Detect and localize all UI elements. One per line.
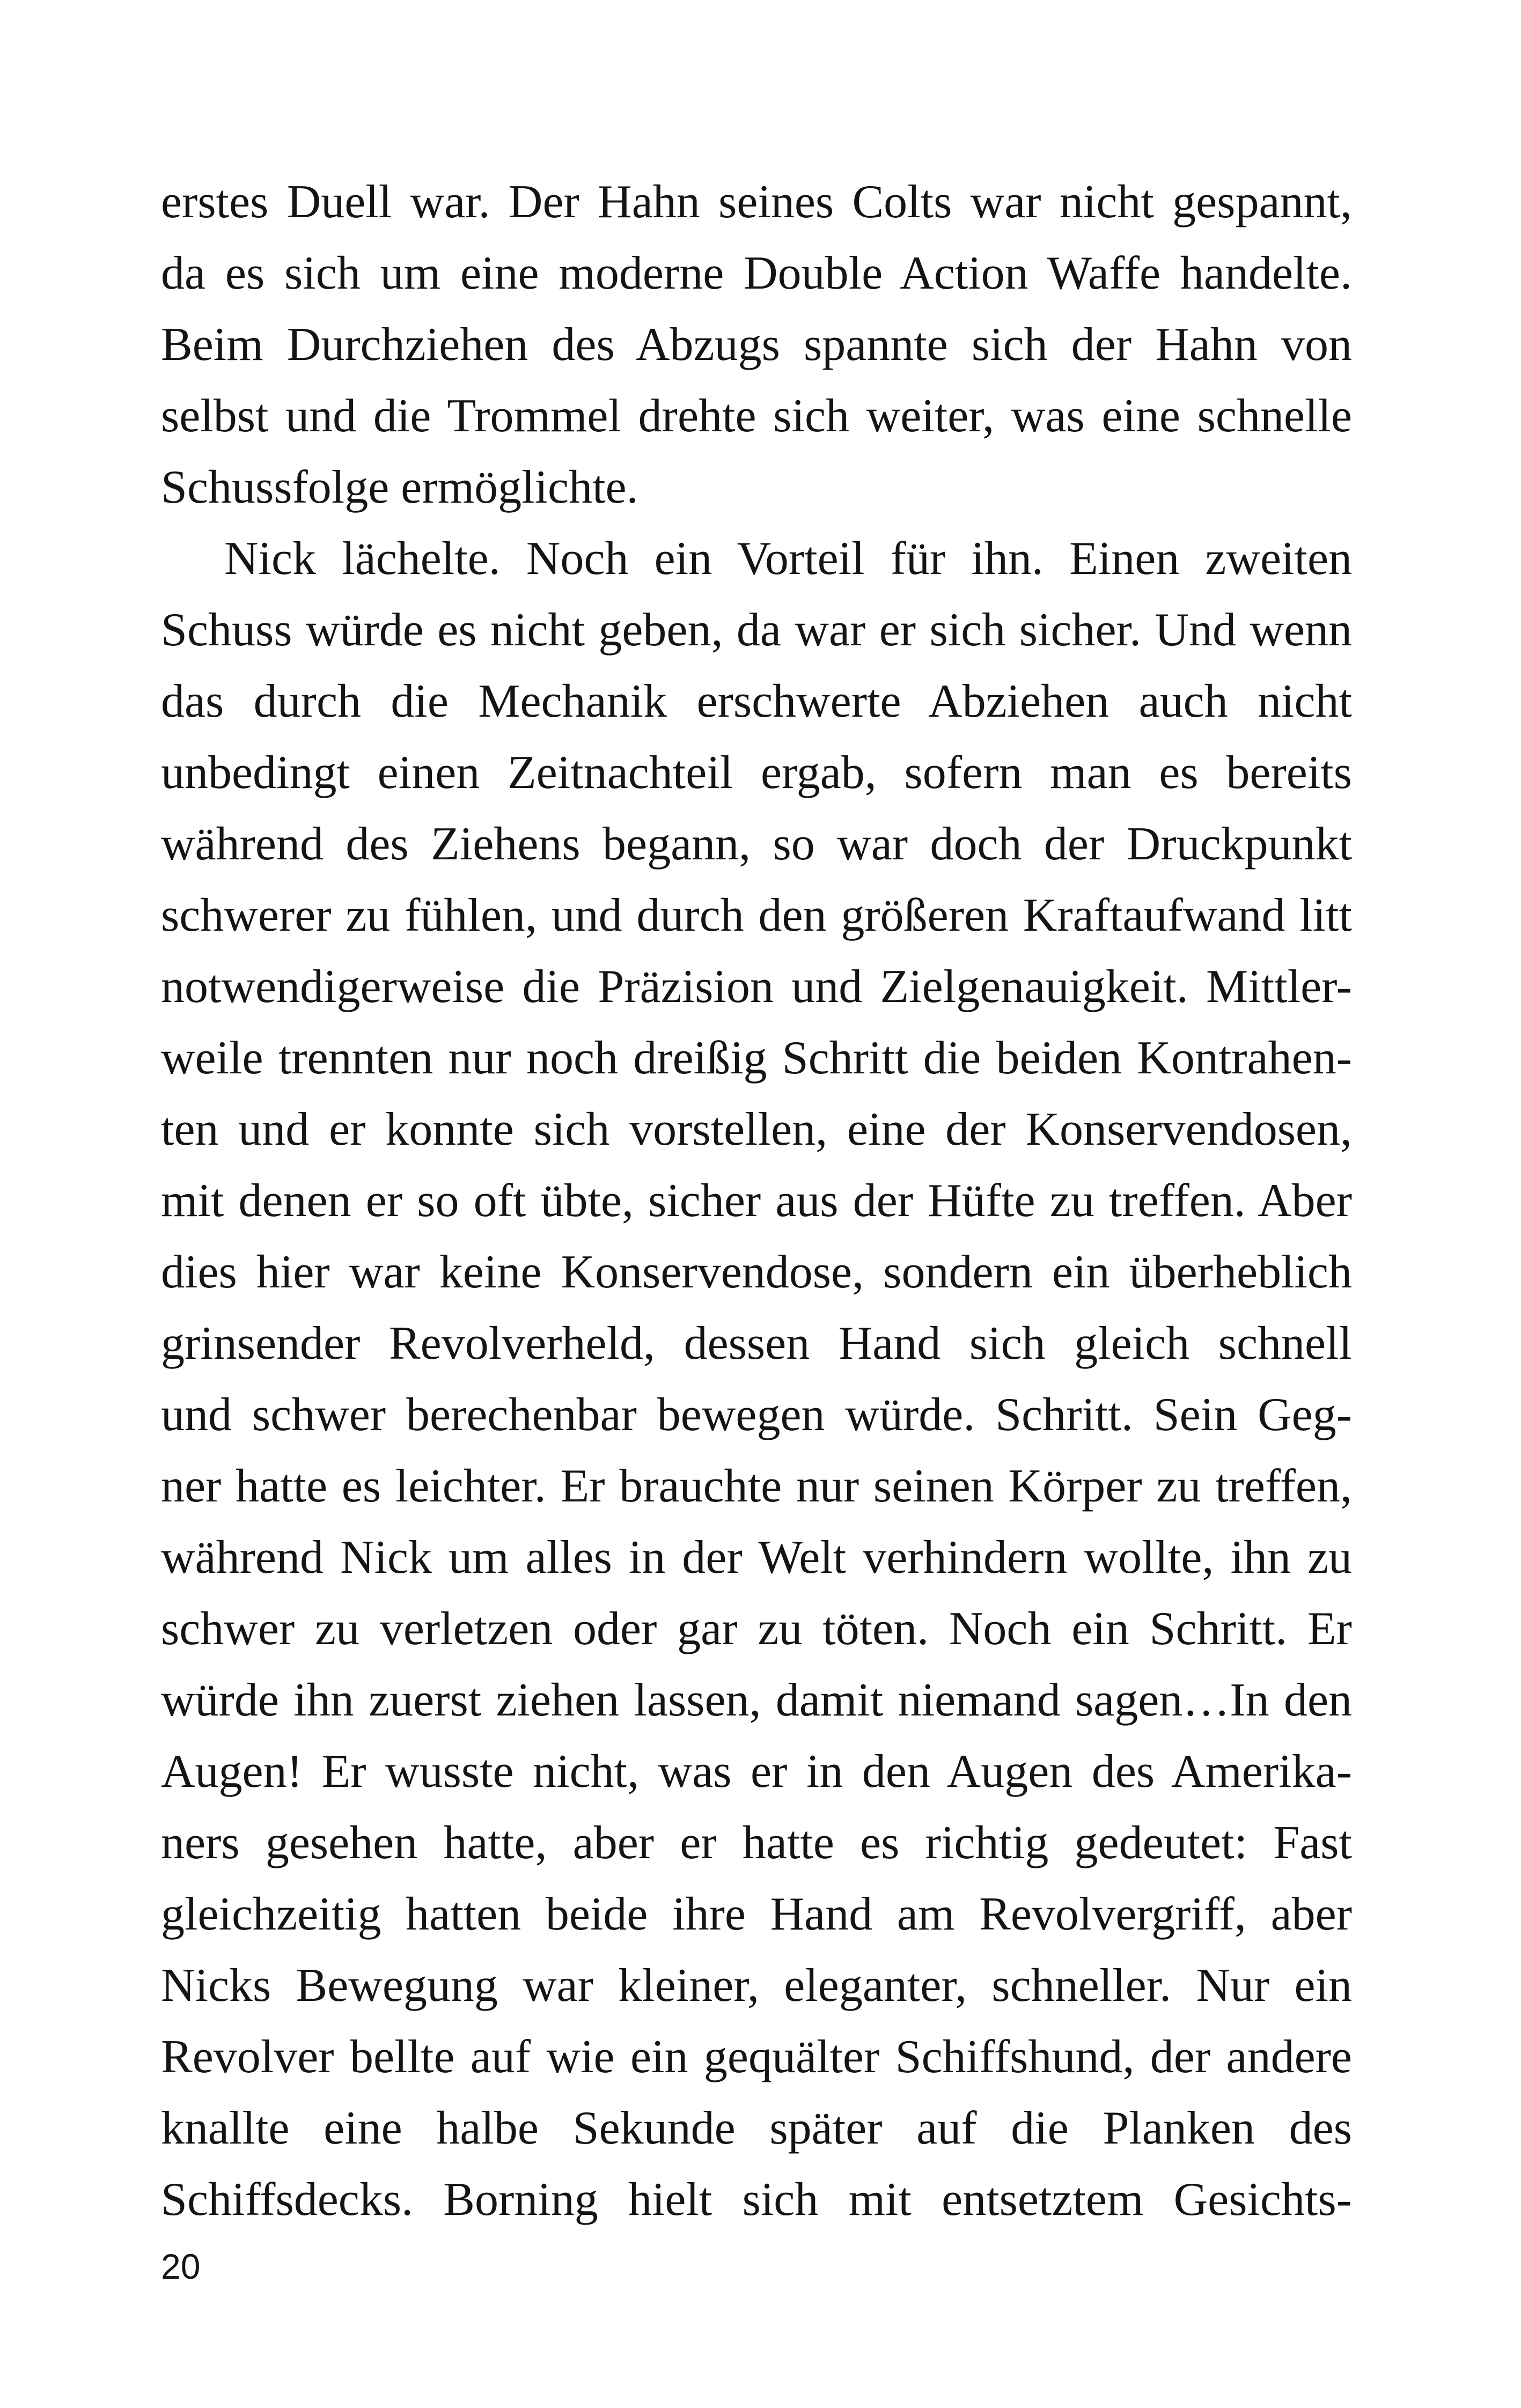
text-line: ner hatte es leichter. Er brauchte nur seinen Körper zu treffen, bbox=[161, 1460, 1352, 1512]
text-line: und schwer berechenbar bewegen würde. Schritt. Sein Geg- bbox=[161, 1389, 1352, 1441]
text-line: grinsender Revolverheld, dessen Hand sich gleich schnell bbox=[161, 1317, 1352, 1369]
text-line: Revolver bellte auf wie ein gequälter Schiffshund, der andere bbox=[161, 2031, 1352, 2083]
text-line: Schiffsdecks. Borning hielt sich mit entsetztem Gesichts- bbox=[161, 2174, 1352, 2226]
paragraph-start-line: Nick lächelte. Noch ein Vorteil für ihn. Einen zweiten bbox=[224, 533, 1352, 585]
text-line: knallte eine halbe Sekunde später auf die Planken des bbox=[161, 2102, 1352, 2154]
text-line: würde ihn zuerst ziehen lassen, damit niemand sagen…In den bbox=[161, 1674, 1352, 1726]
text-line: notwendigerweise die Präzision und Zielgenauigkeit. Mittler- bbox=[161, 961, 1352, 1013]
text-line: während Nick um alles in der Welt verhindern wollte, ihn zu bbox=[161, 1531, 1352, 1584]
text-line: dies hier war keine Konservendose, sondern ein überheblich bbox=[161, 1246, 1352, 1298]
text-line: ten und er konnte sich vorstellen, eine der Konservendosen, bbox=[161, 1103, 1352, 1155]
text-line: Augen! Er wusste nicht, was er in den Augen des Amerika- bbox=[161, 1746, 1352, 1798]
text-line: schwer zu verletzen oder gar zu töten. Noch ein Schritt. Er bbox=[161, 1603, 1352, 1655]
text-line: mit denen er so oft übte, sicher aus der Hüfte zu treffen. Aber bbox=[161, 1175, 1352, 1227]
text-line: ners gesehen hatte, aber er hatte es richtig gedeutet: Fast bbox=[161, 1817, 1352, 1869]
text-line: gleichzeitig hatten beide ihre Hand am Revolvergriff, aber bbox=[161, 1888, 1352, 1940]
text-line: selbst und die Trommel drehte sich weiter, was eine schnelle bbox=[161, 390, 1352, 442]
text-line: während des Ziehens begann, so war doch der Druckpunkt bbox=[161, 818, 1352, 870]
text-line: Nicks Bewegung war kleiner, eleganter, schneller. Nur ein bbox=[161, 1960, 1352, 2012]
text-line: unbedingt einen Zeitnachteil ergab, sofern man es bereits bbox=[161, 747, 1352, 799]
text-line: das durch die Mechanik erschwerte Abziehen auch nicht bbox=[161, 675, 1352, 727]
body-text bbox=[161, 166, 1352, 2235]
text-line: erstes Duell war. Der Hahn seines Colts war nicht gespannt, bbox=[161, 176, 1352, 228]
text-line: Beim Durchziehen des Abzugs spannte sich der Hahn von bbox=[161, 319, 1352, 371]
text-line: weile trennten nur noch dreißig Schritt die beiden Kontrahen- bbox=[161, 1032, 1352, 1084]
text-line: schwerer zu fühlen, und durch den größeren Kraftaufwand litt bbox=[161, 889, 1352, 941]
paragraph-end-line: Schussfolge ermöglichte. bbox=[161, 461, 638, 513]
text-line: da es sich um eine moderne Double Action Waffe handelte. bbox=[161, 247, 1352, 299]
text-line: Schuss würde es nicht geben, da war er sich sicher. Und wenn bbox=[161, 604, 1352, 656]
page-number: 20 bbox=[161, 2247, 201, 2286]
